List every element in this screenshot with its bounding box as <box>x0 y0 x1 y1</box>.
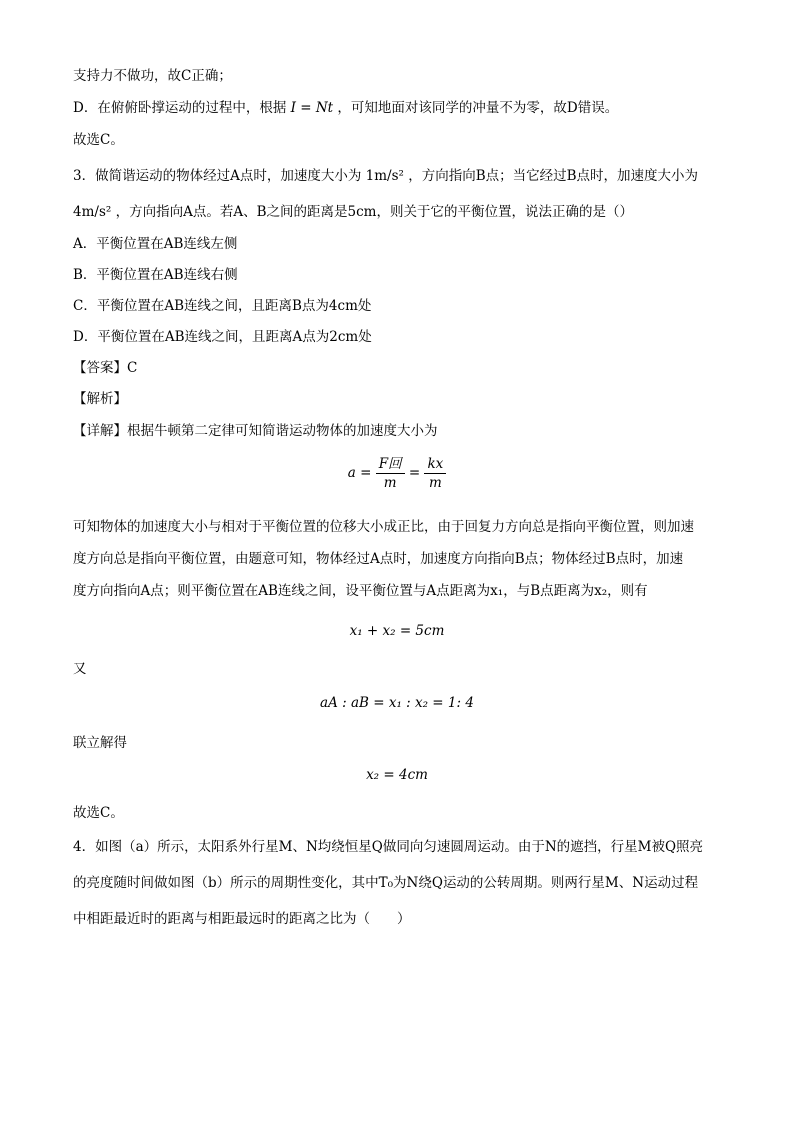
formula: aA : aB = x₁ : x₂ = 1: 4 <box>320 695 474 711</box>
text: 又 <box>73 661 87 677</box>
option-d <box>73 327 372 347</box>
text: 的亮度随时间做如图（b）所示的周期性变化，其中T₀为N绕Q运动的公转周期。则两行星M、N运动过程 <box>73 875 699 891</box>
text: 中相距最近时的距离与相距最远时的距离之比为（ ） <box>73 911 411 927</box>
text-line <box>73 659 87 679</box>
text: 3．做简谐运动的物体经过A点时，加速度大小为 <box>73 168 362 184</box>
equation-3 <box>0 695 794 711</box>
text: ，可知地面对该同学的冲量不为零，故D错误。 <box>337 100 619 116</box>
formula: x₁ + x₂ = 5cm <box>349 623 445 639</box>
text-line <box>73 733 127 753</box>
question-3-line-1 <box>73 166 698 186</box>
equation-1 <box>0 455 794 492</box>
text: 度方向指向A点；则平衡位置在AB连线之间，设平衡位置与A点距离为x₁，与B点距离为x₂，则有 <box>73 583 648 599</box>
text-line <box>73 98 618 118</box>
text: 故选C。 <box>73 132 124 148</box>
equation-2 <box>0 623 794 639</box>
fraction <box>376 455 405 492</box>
question-4-line-2 <box>73 873 698 893</box>
text: A．平衡位置在AB连线左侧 <box>73 236 238 252</box>
text-line <box>73 803 124 823</box>
text-line <box>73 130 124 150</box>
numerator: F回 <box>376 455 405 474</box>
denominator: m <box>428 475 442 491</box>
text: C．平衡位置在AB连线之间，且距离B点为4cm处 <box>73 298 372 314</box>
text: 故选C。 <box>73 805 124 821</box>
text: 4．如图（a）所示，太阳系外行星M、N均绕恒星Q做同向匀速圆周运动。由于N的遮挡，行星M被Q照亮 <box>73 839 704 855</box>
paragraph-line <box>73 549 683 569</box>
question-3-line-2 <box>73 202 633 222</box>
text-line <box>73 66 232 86</box>
option-b <box>73 265 238 285</box>
detail-line <box>73 421 438 441</box>
text: ，方向指向B点；当它经过B点时，加速度大小为 <box>408 168 699 184</box>
text: D．在俯俯卧撑运动的过程中，根据 <box>73 100 287 116</box>
paragraph-line <box>73 581 648 601</box>
text: 支持力不做功，故C正确； <box>73 68 232 84</box>
text: 可知物体的加速度大小与相对于平衡位置的位移大小成正比，由于回复力方向总是指向平衡位置，则加速 <box>73 519 694 535</box>
formula: a = <box>347 465 372 481</box>
text: 【详解】根据牛顿第二定律可知简谐运动物体的加速度大小为 <box>73 423 438 439</box>
text: 【解析】 <box>73 391 127 407</box>
option-c <box>73 296 371 316</box>
question-4-line-1 <box>73 837 703 857</box>
equation-4 <box>0 767 794 783</box>
text: ，方向指向A点。若A、B之间的距离是5cm，则关于它的平衡位置，说法正确的是（） <box>115 204 633 220</box>
formula: x₂ = 4cm <box>366 767 428 783</box>
formula: 1m/s² <box>365 168 404 184</box>
analysis-label <box>73 389 127 409</box>
answer-label <box>73 358 137 378</box>
text: 度方向总是指向平衡位置，由题意可知，物体经过A点时，加速度方向指向B点；物体经过B点时，加速 <box>73 551 684 567</box>
numerator: kx <box>424 455 446 474</box>
paragraph-line <box>73 517 694 537</box>
fraction <box>424 455 446 492</box>
text: D．平衡位置在AB连线之间，且距离A点为2cm处 <box>73 329 372 345</box>
question-4-line-3 <box>73 909 411 929</box>
equals: = <box>408 465 421 481</box>
formula: 4m/s² <box>73 204 112 220</box>
formula: I = Nt <box>290 100 334 116</box>
denominator: m <box>383 475 397 491</box>
option-a <box>73 234 237 254</box>
text: 【答案】C <box>73 360 138 376</box>
text: 联立解得 <box>73 735 127 751</box>
text: B．平衡位置在AB连线右侧 <box>73 267 238 283</box>
